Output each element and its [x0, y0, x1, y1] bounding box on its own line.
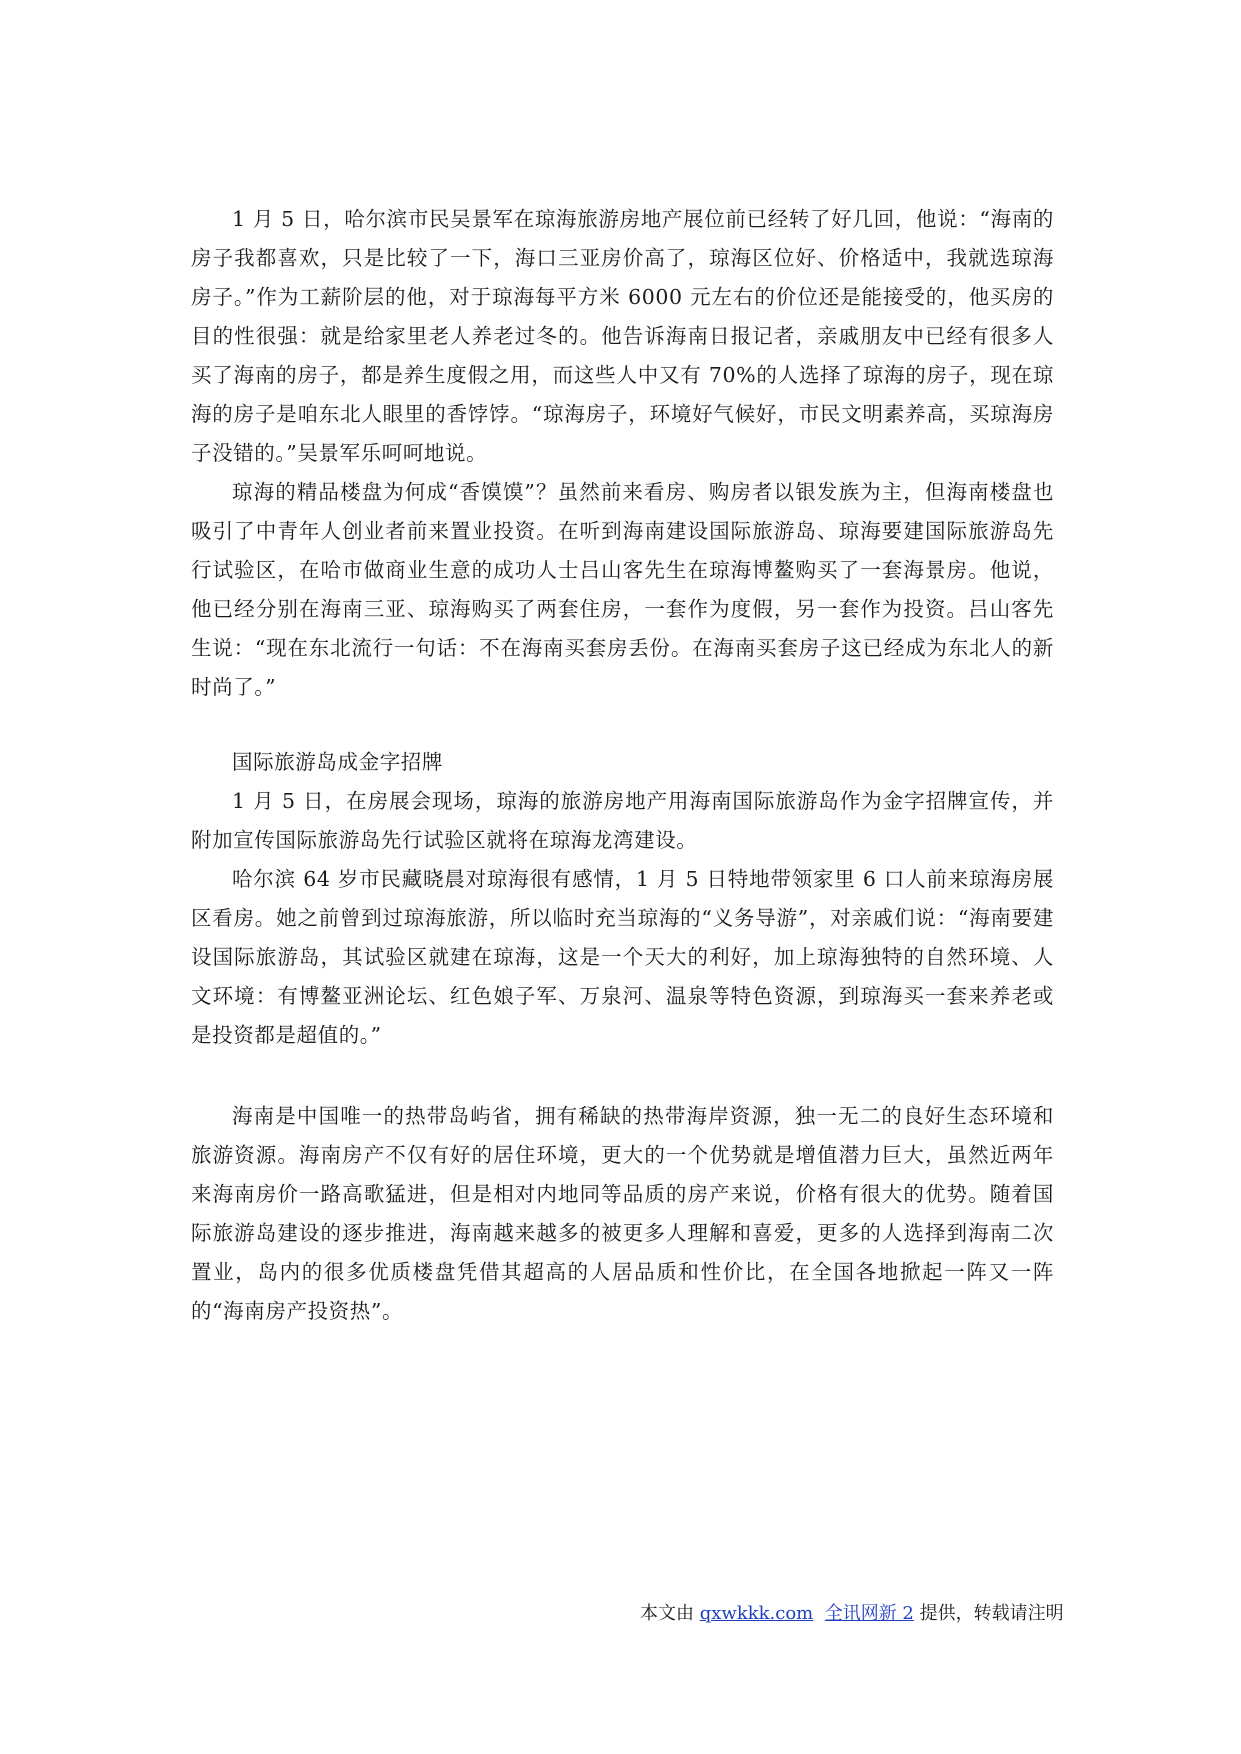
section-gap — [191, 707, 1054, 743]
footer-link-quanxun[interactable]: 全讯网新 2 — [824, 1603, 914, 1624]
footer-suffix: 提供，转载请注明 — [913, 1603, 1064, 1624]
section-heading-golden-sign: 国际旅游岛成金字招牌 — [232, 750, 443, 774]
footer-prefix: 本文由 — [640, 1603, 700, 1624]
paragraph-wu-jingjun: 1 月 5 日，哈尔滨市民吴景军在琼海旅游房地产展位前已经转了好几回，他说：“海南的房子我都喜欢，只是比较了一下，海口三亚房价高了，琼海区位好、价格适中，我就选琼海房子。”作为工薪阶层的他，对于琼海每平方米 6000 元左右的价位还是能接受的，他买房的目的性很强：就是给家里老人养老过冬的。他告诉海南日报记者，亲戚朋友中已经有很多人买了海南的房子，都是养生度假之用，而这些人中又有 70%的人选择了琼海的房子，现在琼海的房子是咱东北人眼里的香饽饽。“琼海房子，环境好气候好，市民文明素养高，买琼海房子没错的。”吴景军乐呵呵地说。 — [191, 207, 1054, 465]
source-footer — [640, 1602, 1064, 1626]
section-gap — [191, 1055, 1054, 1097]
paragraph-housing-expo: 1 月 5 日，在房展会现场，琼海的旅游房地产用海南国际旅游岛作为金字招牌宣传，并附加宣传国际旅游岛先行试验区就将在琼海龙湾建设。 — [191, 789, 1054, 852]
paragraph-zang-xiaochen: 哈尔滨 64 岁市民藏晓晨对琼海很有感情，1 月 5 日特地带领家里 6 口人前来琼海房展区看房。她之前曾到过琼海旅游，所以临时充当琼海的“义务导游”，对亲戚们说：“海南要建设国际旅游岛，其试验区就建在琼海，这是一个天大的利好，加上琼海独特的自然环境、人文环境：有博鳌亚洲论坛、红色娘子军、万泉河、温泉等特色资源，到琼海买一套来养老或是投资都是超值的。” — [191, 867, 1054, 1047]
footer-link-qxwkkk[interactable]: qxwkkk.com — [699, 1603, 814, 1624]
paragraph-hainan-overview: 海南是中国唯一的热带岛屿省，拥有稀缺的热带海岸资源，独一无二的良好生态环境和旅游资源。海南房产不仅有好的居住环境，更大的一个优势就是增值潜力巨大，虽然近两年来海南房价一路高歌猛进，但是相对内地同等品质的房产来说，价格有很大的优势。随着国际旅游岛建设的逐步推进，海南越来越多的被更多人理解和喜爱，更多的人选择到海南二次置业，岛内的很多优质楼盘凭借其超高的人居品质和性价比，在全国各地掀起一阵又一阵的“海南房产投资热”。 — [191, 1104, 1054, 1323]
document-page — [191, 200, 1054, 1331]
paragraph-xiang-momo: 琼海的精品楼盘为何成“香馍馍”？虽然前来看房、购房者以银发族为主，但海南楼盘也吸引了中青年人创业者前来置业投资。在听到海南建设国际旅游岛、琼海要建国际旅游岛先行试验区，在哈市做商业生意的成功人士吕山客先生在琼海博鳌购买了一套海景房。他说，他已经分别在海南三亚、琼海购买了两套住房，一套作为度假，另一套作为投资。吕山客先生说：“现在东北流行一句话：不在海南买套房丢份。在海南买套房子这已经成为东北人的新时尚了。” — [191, 480, 1054, 699]
